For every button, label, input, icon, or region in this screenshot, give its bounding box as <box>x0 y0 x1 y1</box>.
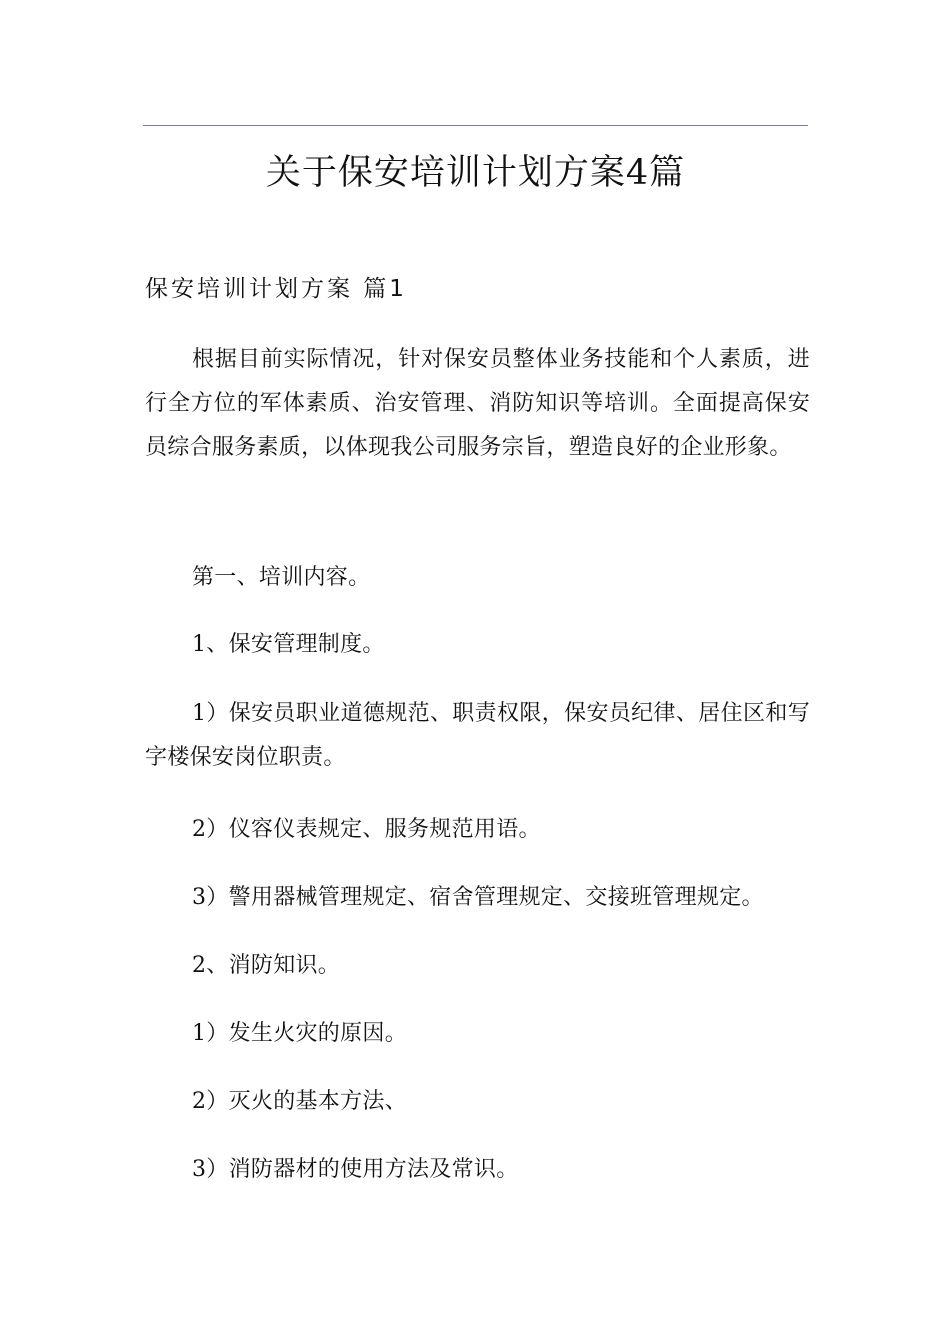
document-title: 关于保安培训计划方案4篇 <box>265 153 686 193</box>
header-rule <box>143 125 808 126</box>
paragraph-training-content: 第一、培训内容。 <box>192 565 371 590</box>
paragraph-item-2-3: 3）消防器材的使用方法及常识。 <box>192 1157 519 1182</box>
paragraph-item-1-2: 2）仪容仪表规定、服务规范用语。 <box>192 817 541 842</box>
paragraph-item-1-1: 1）保安员职业道德规范、职责权限，保安员纪律、居住区和写字楼保安岗位职责。 <box>145 701 810 770</box>
paragraph-item-2: 2、消防知识。 <box>192 953 341 978</box>
paragraph-item-1-3: 3）警用器械管理规定、宿舍管理规定、交接班管理规定。 <box>192 885 764 910</box>
intro-paragraph: 根据目前实际情况，针对保安员整体业务技能和个人素质，进行全方位的军体素质、治安管理、消防知识等培训。全面提高保安员综合服务素质，以体现我公司服务宗旨，塑造良好的企业形象。 <box>145 347 810 460</box>
section-heading: 保安培训计划方案 篇1 <box>145 276 407 302</box>
paragraph-item-2-2: 2）灭火的基本方法、 <box>192 1089 407 1114</box>
paragraph-item-2-1: 1）发生火灾的原因。 <box>192 1021 407 1046</box>
paragraph-item-1: 1、保安管理制度。 <box>192 632 385 657</box>
